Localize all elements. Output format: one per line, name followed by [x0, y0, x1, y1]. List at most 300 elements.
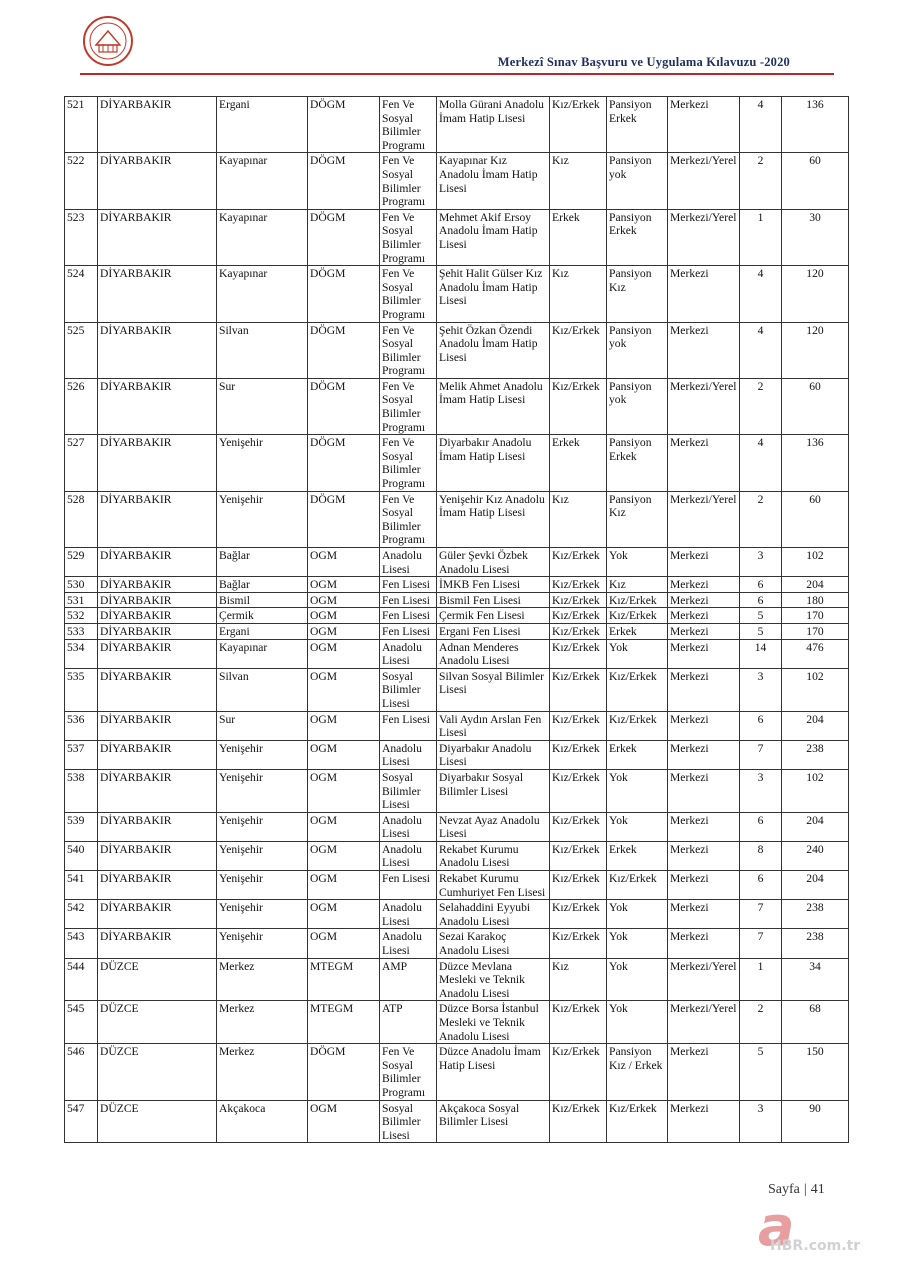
cell-classes: 6: [740, 812, 782, 841]
cell-gender: Kız/Erkek: [550, 322, 607, 378]
cell-row-no: 532: [65, 608, 98, 624]
cell-school-name: Düzce Anadolu İmam Hatip Lisesi: [437, 1044, 550, 1100]
cell-quota: 60: [782, 153, 849, 209]
cell-program: Sosyal Bilimler Lisesi: [380, 668, 437, 711]
cell-gender: Kız/Erkek: [550, 668, 607, 711]
cell-gender: Kız/Erkek: [550, 623, 607, 639]
cell-program: Anadolu Lisesi: [380, 740, 437, 769]
cell-gender: Kız/Erkek: [550, 929, 607, 958]
cell-province: DİYARBAKIR: [98, 900, 217, 929]
cell-program: Fen Ve Sosyal Bilimler Programı: [380, 1044, 437, 1100]
cell-placement: Merkezi/Yerel: [668, 378, 740, 434]
cell-district: Merkez: [217, 958, 308, 1001]
table-row: [65, 900, 849, 929]
cell-classes: 4: [740, 97, 782, 153]
table-row: [65, 491, 849, 547]
cell-province: DİYARBAKIR: [98, 711, 217, 740]
cell-district: Bağlar: [217, 577, 308, 593]
cell-district: Yenişehir: [217, 841, 308, 870]
cell-department: MTEGM: [308, 1001, 380, 1044]
cell-classes: 8: [740, 841, 782, 870]
cell-row-no: 537: [65, 740, 98, 769]
watermark-text: HBR.com.tr: [770, 1238, 861, 1254]
table-row: [65, 153, 849, 209]
cell-program: Anadolu Lisesi: [380, 812, 437, 841]
table-row: [65, 608, 849, 624]
cell-row-no: 538: [65, 769, 98, 812]
cell-program: Fen Ve Sosyal Bilimler Programı: [380, 435, 437, 491]
cell-classes: 6: [740, 711, 782, 740]
school-quota-table-wrap: [64, 96, 848, 1143]
cell-department: DÖGM: [308, 97, 380, 153]
cell-quota: 102: [782, 548, 849, 577]
cell-boarding: Pansiyon Erkek: [607, 435, 668, 491]
cell-row-no: 534: [65, 639, 98, 668]
cell-row-no: 545: [65, 1001, 98, 1044]
cell-placement: Merkezi: [668, 769, 740, 812]
table-row: [65, 322, 849, 378]
cell-quota: 238: [782, 929, 849, 958]
cell-department: OGM: [308, 548, 380, 577]
cell-school-name: Vali Aydın Arslan Fen Lisesi: [437, 711, 550, 740]
cell-quota: 136: [782, 435, 849, 491]
table-row: [65, 812, 849, 841]
cell-province: DİYARBAKIR: [98, 435, 217, 491]
cell-placement: Merkezi: [668, 639, 740, 668]
cell-district: Akçakoca: [217, 1100, 308, 1143]
cell-program: Fen Ve Sosyal Bilimler Programı: [380, 153, 437, 209]
cell-classes: 2: [740, 378, 782, 434]
cell-quota: 68: [782, 1001, 849, 1044]
cell-row-no: 523: [65, 209, 98, 265]
cell-classes: 3: [740, 769, 782, 812]
cell-department: OGM: [308, 841, 380, 870]
cell-boarding: Yok: [607, 812, 668, 841]
cell-placement: Merkezi: [668, 435, 740, 491]
cell-gender: Kız/Erkek: [550, 97, 607, 153]
cell-classes: 6: [740, 592, 782, 608]
cell-classes: 7: [740, 900, 782, 929]
cell-program: Fen Ve Sosyal Bilimler Programı: [380, 97, 437, 153]
cell-quota: 136: [782, 97, 849, 153]
cell-classes: 3: [740, 668, 782, 711]
cell-quota: 102: [782, 769, 849, 812]
cell-program: Sosyal Bilimler Lisesi: [380, 1100, 437, 1143]
cell-placement: Merkezi/Yerel: [668, 153, 740, 209]
cell-program: Anadolu Lisesi: [380, 548, 437, 577]
cell-province: DİYARBAKIR: [98, 608, 217, 624]
cell-gender: Erkek: [550, 435, 607, 491]
cell-boarding: Kız/Erkek: [607, 711, 668, 740]
cell-gender: Kız/Erkek: [550, 592, 607, 608]
cell-boarding: Yok: [607, 958, 668, 1001]
cell-department: OGM: [308, 769, 380, 812]
table-row: [65, 769, 849, 812]
cell-placement: Merkezi: [668, 97, 740, 153]
cell-school-name: Çermik Fen Lisesi: [437, 608, 550, 624]
cell-row-no: 524: [65, 266, 98, 322]
cell-quota: 102: [782, 668, 849, 711]
page-separator: |: [803, 1182, 807, 1197]
cell-school-name: Molla Gürani Anadolu İmam Hatip Lisesi: [437, 97, 550, 153]
cell-row-no: 527: [65, 435, 98, 491]
cell-row-no: 528: [65, 491, 98, 547]
cell-program: Fen Lisesi: [380, 592, 437, 608]
cell-boarding: Pansiyon yok: [607, 322, 668, 378]
cell-school-name: Diyarbakır Anadolu Lisesi: [437, 740, 550, 769]
cell-school-name: Rekabet Kurumu Cumhuriyet Fen Lisesi: [437, 871, 550, 900]
cell-district: Merkez: [217, 1044, 308, 1100]
cell-boarding: Pansiyon Kız / Erkek: [607, 1044, 668, 1100]
cell-quota: 90: [782, 1100, 849, 1143]
cell-province: DİYARBAKIR: [98, 769, 217, 812]
cell-boarding: Yok: [607, 900, 668, 929]
table-body: [65, 97, 849, 1143]
cell-gender: Kız/Erkek: [550, 812, 607, 841]
cell-quota: 204: [782, 577, 849, 593]
cell-district: Merkez: [217, 1001, 308, 1044]
cell-province: DİYARBAKIR: [98, 491, 217, 547]
cell-gender: Kız/Erkek: [550, 841, 607, 870]
cell-district: Yenişehir: [217, 871, 308, 900]
cell-placement: Merkezi: [668, 711, 740, 740]
cell-gender: Kız: [550, 153, 607, 209]
header-title: Merkezî Sınav Başvuru ve Uygulama Kılavuzu -2020: [497, 55, 790, 69]
header-divider: [80, 73, 834, 75]
cell-school-name: Düzce Mevlana Mesleki ve Teknik Anadolu Lisesi: [437, 958, 550, 1001]
cell-school-name: Silvan Sosyal Bilimler Lisesi: [437, 668, 550, 711]
cell-placement: Merkezi: [668, 592, 740, 608]
cell-school-name: Bismil Fen Lisesi: [437, 592, 550, 608]
cell-placement: Merkezi/Yerel: [668, 209, 740, 265]
cell-department: OGM: [308, 639, 380, 668]
cell-row-no: 526: [65, 378, 98, 434]
cell-district: Çermik: [217, 608, 308, 624]
cell-department: OGM: [308, 900, 380, 929]
cell-placement: Merkezi: [668, 608, 740, 624]
table-row: [65, 668, 849, 711]
cell-boarding: Kız: [607, 577, 668, 593]
table-row: [65, 871, 849, 900]
cell-row-no: 521: [65, 97, 98, 153]
cell-district: Silvan: [217, 322, 308, 378]
ministry-logo: [82, 15, 134, 67]
page-label: Sayfa: [768, 1182, 800, 1197]
cell-school-name: Rekabet Kurumu Anadolu Lisesi: [437, 841, 550, 870]
cell-boarding: Kız/Erkek: [607, 1100, 668, 1143]
cell-school-name: Diyarbakır Sosyal Bilimler Lisesi: [437, 769, 550, 812]
cell-department: DÖGM: [308, 322, 380, 378]
table-row: [65, 740, 849, 769]
cell-gender: Erkek: [550, 209, 607, 265]
cell-program: Fen Ve Sosyal Bilimler Programı: [380, 491, 437, 547]
cell-gender: Kız/Erkek: [550, 1044, 607, 1100]
cell-gender: Kız/Erkek: [550, 711, 607, 740]
cell-school-name: Güler Şevki Özbek Anadolu Lisesi: [437, 548, 550, 577]
cell-program: Sosyal Bilimler Lisesi: [380, 769, 437, 812]
cell-gender: Kız/Erkek: [550, 639, 607, 668]
cell-classes: 5: [740, 1044, 782, 1100]
cell-boarding: Yok: [607, 639, 668, 668]
cell-placement: Merkezi/Yerel: [668, 958, 740, 1001]
cell-classes: 3: [740, 1100, 782, 1143]
cell-gender: Kız/Erkek: [550, 548, 607, 577]
cell-department: DÖGM: [308, 1044, 380, 1100]
cell-school-name: Melik Ahmet Anadolu İmam Hatip Lisesi: [437, 378, 550, 434]
cell-program: Fen Lisesi: [380, 623, 437, 639]
cell-district: Yenişehir: [217, 435, 308, 491]
table-row: [65, 548, 849, 577]
cell-gender: Kız/Erkek: [550, 608, 607, 624]
table-row: [65, 711, 849, 740]
cell-department: OGM: [308, 592, 380, 608]
cell-row-no: 547: [65, 1100, 98, 1143]
cell-placement: Merkezi: [668, 900, 740, 929]
cell-department: DÖGM: [308, 153, 380, 209]
cell-classes: 7: [740, 740, 782, 769]
cell-row-no: 536: [65, 711, 98, 740]
cell-row-no: 533: [65, 623, 98, 639]
cell-province: DİYARBAKIR: [98, 577, 217, 593]
cell-gender: Kız/Erkek: [550, 871, 607, 900]
cell-province: DİYARBAKIR: [98, 548, 217, 577]
table-row: [65, 435, 849, 491]
cell-placement: Merkezi: [668, 929, 740, 958]
cell-province: DİYARBAKIR: [98, 97, 217, 153]
cell-boarding: Erkek: [607, 740, 668, 769]
cell-placement: Merkezi: [668, 577, 740, 593]
school-quota-table: [64, 96, 849, 1143]
cell-province: DİYARBAKIR: [98, 378, 217, 434]
cell-classes: 5: [740, 608, 782, 624]
cell-school-name: Şehit Halit Gülser Kız Anadolu İmam Hatip Lisesi: [437, 266, 550, 322]
table-row: [65, 1044, 849, 1100]
cell-boarding: Kız/Erkek: [607, 871, 668, 900]
cell-province: DİYARBAKIR: [98, 929, 217, 958]
cell-classes: 6: [740, 871, 782, 900]
cell-department: DÖGM: [308, 378, 380, 434]
cell-gender: Kız/Erkek: [550, 378, 607, 434]
cell-boarding: Pansiyon Kız: [607, 491, 668, 547]
cell-province: DİYARBAKIR: [98, 153, 217, 209]
cell-district: Silvan: [217, 668, 308, 711]
cell-district: Bismil: [217, 592, 308, 608]
cell-row-no: 525: [65, 322, 98, 378]
cell-school-name: Düzce Borsa İstanbul Mesleki ve Teknik Anadolu Lisesi: [437, 1001, 550, 1044]
table-row: [65, 1100, 849, 1143]
cell-placement: Merkezi/Yerel: [668, 491, 740, 547]
page-number: 41: [810, 1182, 825, 1197]
cell-classes: 2: [740, 153, 782, 209]
cell-school-name: Kayapınar Kız Anadolu İmam Hatip Lisesi: [437, 153, 550, 209]
cell-program: ATP: [380, 1001, 437, 1044]
cell-gender: Kız/Erkek: [550, 740, 607, 769]
cell-placement: Merkezi: [668, 322, 740, 378]
cell-placement: Merkezi: [668, 548, 740, 577]
table-row: [65, 841, 849, 870]
cell-quota: 180: [782, 592, 849, 608]
cell-gender: Kız/Erkek: [550, 1001, 607, 1044]
cell-province: DİYARBAKIR: [98, 841, 217, 870]
cell-classes: 14: [740, 639, 782, 668]
cell-classes: 4: [740, 435, 782, 491]
cell-placement: Merkezi: [668, 871, 740, 900]
cell-gender: Kız/Erkek: [550, 769, 607, 812]
cell-classes: 1: [740, 958, 782, 1001]
cell-program: Fen Ve Sosyal Bilimler Programı: [380, 266, 437, 322]
cell-department: OGM: [308, 929, 380, 958]
cell-row-no: 522: [65, 153, 98, 209]
cell-row-no: 546: [65, 1044, 98, 1100]
cell-department: OGM: [308, 871, 380, 900]
cell-program: AMP: [380, 958, 437, 1001]
cell-quota: 30: [782, 209, 849, 265]
cell-district: Yenişehir: [217, 900, 308, 929]
table-row: [65, 577, 849, 593]
cell-school-name: Selahaddini Eyyubi Anadolu Lisesi: [437, 900, 550, 929]
cell-placement: Merkezi: [668, 266, 740, 322]
cell-school-name: Nevzat Ayaz Anadolu Lisesi: [437, 812, 550, 841]
cell-boarding: Erkek: [607, 841, 668, 870]
cell-boarding: Pansiyon Erkek: [607, 97, 668, 153]
cell-district: Yenişehir: [217, 740, 308, 769]
cell-school-name: Şehit Özkan Özendi Anadolu İmam Hatip Lisesi: [437, 322, 550, 378]
cell-quota: 60: [782, 378, 849, 434]
cell-boarding: Yok: [607, 548, 668, 577]
cell-department: OGM: [308, 740, 380, 769]
cell-district: Kayapınar: [217, 209, 308, 265]
cell-province: DİYARBAKIR: [98, 266, 217, 322]
cell-district: Yenişehir: [217, 812, 308, 841]
cell-department: OGM: [308, 577, 380, 593]
cell-row-no: 529: [65, 548, 98, 577]
table-row: [65, 266, 849, 322]
cell-quota: 238: [782, 900, 849, 929]
cell-boarding: Yok: [607, 929, 668, 958]
cell-quota: 150: [782, 1044, 849, 1100]
cell-province: DİYARBAKIR: [98, 639, 217, 668]
cell-quota: 204: [782, 871, 849, 900]
cell-province: DİYARBAKIR: [98, 209, 217, 265]
cell-gender: Kız: [550, 958, 607, 1001]
cell-placement: Merkezi/Yerel: [668, 1001, 740, 1044]
cell-quota: 476: [782, 639, 849, 668]
cell-district: Kayapınar: [217, 266, 308, 322]
cell-school-name: Adnan Menderes Anadolu Lisesi: [437, 639, 550, 668]
cell-classes: 3: [740, 548, 782, 577]
table-row: [65, 592, 849, 608]
cell-boarding: Pansiyon Erkek: [607, 209, 668, 265]
cell-district: Yenişehir: [217, 769, 308, 812]
cell-district: Ergani: [217, 97, 308, 153]
cell-row-no: 539: [65, 812, 98, 841]
cell-boarding: Yok: [607, 769, 668, 812]
cell-row-no: 531: [65, 592, 98, 608]
cell-school-name: Sezai Karakoç Anadolu Lisesi: [437, 929, 550, 958]
watermark: [758, 1195, 898, 1262]
cell-department: OGM: [308, 623, 380, 639]
cell-quota: 204: [782, 711, 849, 740]
cell-boarding: Kız/Erkek: [607, 608, 668, 624]
cell-program: Fen Lisesi: [380, 711, 437, 740]
cell-province: DİYARBAKIR: [98, 668, 217, 711]
cell-classes: 5: [740, 623, 782, 639]
cell-quota: 120: [782, 266, 849, 322]
cell-quota: 240: [782, 841, 849, 870]
cell-classes: 4: [740, 266, 782, 322]
cell-department: DÖGM: [308, 209, 380, 265]
cell-classes: 6: [740, 577, 782, 593]
cell-classes: 4: [740, 322, 782, 378]
cell-classes: 1: [740, 209, 782, 265]
cell-program: Fen Lisesi: [380, 577, 437, 593]
table-row: [65, 378, 849, 434]
cell-program: Anadolu Lisesi: [380, 639, 437, 668]
cell-quota: 170: [782, 623, 849, 639]
cell-district: Sur: [217, 378, 308, 434]
cell-quota: 60: [782, 491, 849, 547]
cell-department: DÖGM: [308, 435, 380, 491]
cell-quota: 120: [782, 322, 849, 378]
cell-row-no: 541: [65, 871, 98, 900]
cell-boarding: Pansiyon yok: [607, 153, 668, 209]
table-row: [65, 639, 849, 668]
cell-province: DİYARBAKIR: [98, 623, 217, 639]
cell-district: Sur: [217, 711, 308, 740]
cell-boarding: Erkek: [607, 623, 668, 639]
cell-placement: Merkezi: [668, 1044, 740, 1100]
cell-classes: 7: [740, 929, 782, 958]
cell-row-no: 542: [65, 900, 98, 929]
cell-placement: Merkezi: [668, 668, 740, 711]
cell-program: Fen Ve Sosyal Bilimler Programı: [380, 322, 437, 378]
cell-program: Fen Ve Sosyal Bilimler Programı: [380, 209, 437, 265]
cell-gender: Kız/Erkek: [550, 577, 607, 593]
cell-district: Kayapınar: [217, 153, 308, 209]
cell-gender: Kız/Erkek: [550, 1100, 607, 1143]
cell-row-no: 543: [65, 929, 98, 958]
cell-classes: 2: [740, 491, 782, 547]
cell-province: DİYARBAKIR: [98, 812, 217, 841]
table-row: [65, 958, 849, 1001]
cell-program: Fen Lisesi: [380, 608, 437, 624]
cell-gender: Kız: [550, 491, 607, 547]
cell-row-no: 544: [65, 958, 98, 1001]
table-row: [65, 209, 849, 265]
cell-department: DÖGM: [308, 491, 380, 547]
cell-boarding: Pansiyon Kız: [607, 266, 668, 322]
cell-department: OGM: [308, 1100, 380, 1143]
cell-province: DİYARBAKIR: [98, 740, 217, 769]
cell-quota: 170: [782, 608, 849, 624]
cell-province: DÜZCE: [98, 1001, 217, 1044]
cell-province: DÜZCE: [98, 1100, 217, 1143]
cell-placement: Merkezi: [668, 740, 740, 769]
cell-province: DİYARBAKIR: [98, 871, 217, 900]
cell-school-name: Yenişehir Kız Anadolu İmam Hatip Lisesi: [437, 491, 550, 547]
cell-row-no: 530: [65, 577, 98, 593]
watermark-logo-letter: a: [758, 1195, 795, 1258]
cell-placement: Merkezi: [668, 623, 740, 639]
cell-school-name: İMKB Fen Lisesi: [437, 577, 550, 593]
cell-school-name: Diyarbakır Anadolu İmam Hatip Lisesi: [437, 435, 550, 491]
cell-district: Yenişehir: [217, 929, 308, 958]
cell-placement: Merkezi: [668, 1100, 740, 1143]
cell-quota: 238: [782, 740, 849, 769]
cell-department: DÖGM: [308, 266, 380, 322]
cell-department: OGM: [308, 668, 380, 711]
cell-school-name: Akçakoca Sosyal Bilimler Lisesi: [437, 1100, 550, 1143]
